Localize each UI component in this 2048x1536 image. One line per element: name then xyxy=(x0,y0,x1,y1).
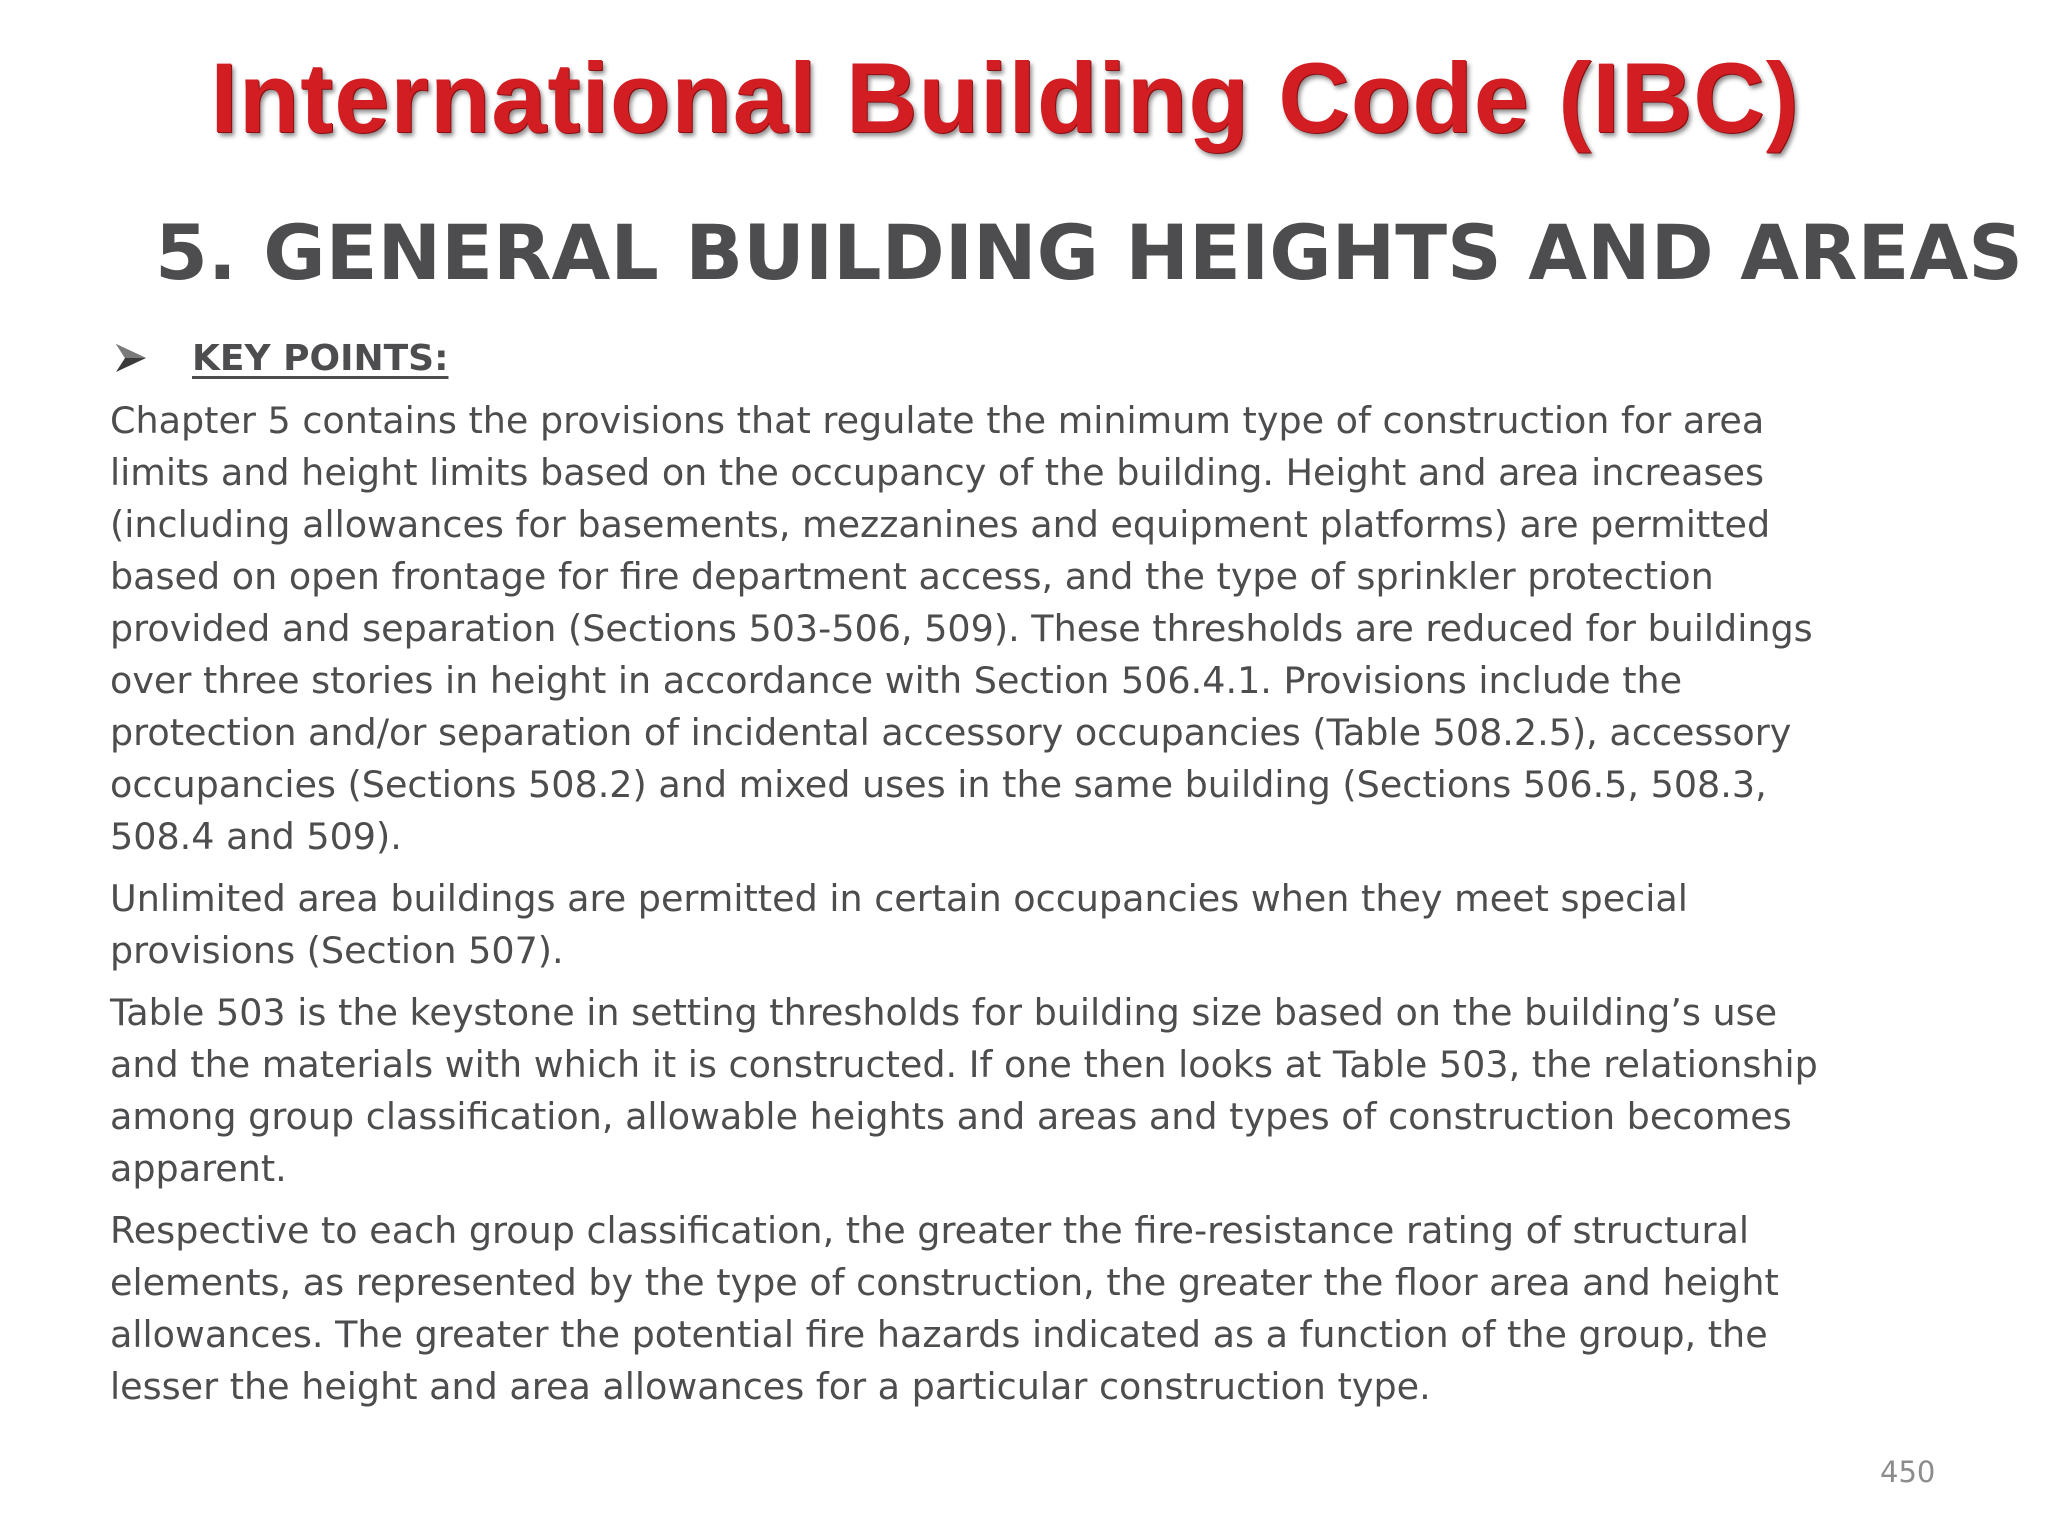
page-number: 450 xyxy=(1880,1455,1936,1489)
paragraph-fire-resistance: Respective to each group classification, the greater the fire-resistance rating of structural elements, as represented by the type of construction, the greater the floor area and height allowances. The greater the potential fire hazards indicated as a function of the group, the lesser the height and area allowances for a particular construction type. xyxy=(110,1209,1779,1408)
paragraph-unlimited-area: Unlimited area buildings are permitted in certain occupancies when they meet special provisions (Section 507). xyxy=(110,877,1688,972)
key-points-label: KEY POINTS: xyxy=(192,337,449,379)
paragraph-chapter-overview: Chapter 5 contains the provisions that regulate the minimum type of construction for area limits and height limits based on the occupancy of the building. Height and area increases (including allowances for basements, mezzanines and equipment platforms) are permitted based on open frontage for fire department access, and the type of sprinkler protection provided and separation (Sections 503-506, 509). These thresholds are reduced for buildings over three stories in height in accordance with Section 506.4.1. Provisions include the protection and/or separation of incidental accessory occupancies (Table 508.2.5), accessory occupancies (Sections 508.2) and mixed uses in the same building (Sections 506.5, 508.3, 508.4 and 509). xyxy=(110,399,1813,858)
paragraph-table-503: Table 503 is the keystone in setting thresholds for building size based on the building’s use and the materials with which it is constructed. If one then looks at Table 503, the relationship among group classification, allowable heights and areas and types of construction becomes apparent. xyxy=(110,991,1818,1190)
key-points-header xyxy=(110,333,448,383)
section-heading: 5. GENERAL BUILDING HEIGHTS AND AREAS xyxy=(155,208,2024,297)
arrow-bullet-icon xyxy=(110,338,150,378)
slide-title: International Building Code (IBC) xyxy=(210,42,1800,153)
body-text xyxy=(110,395,1855,1423)
